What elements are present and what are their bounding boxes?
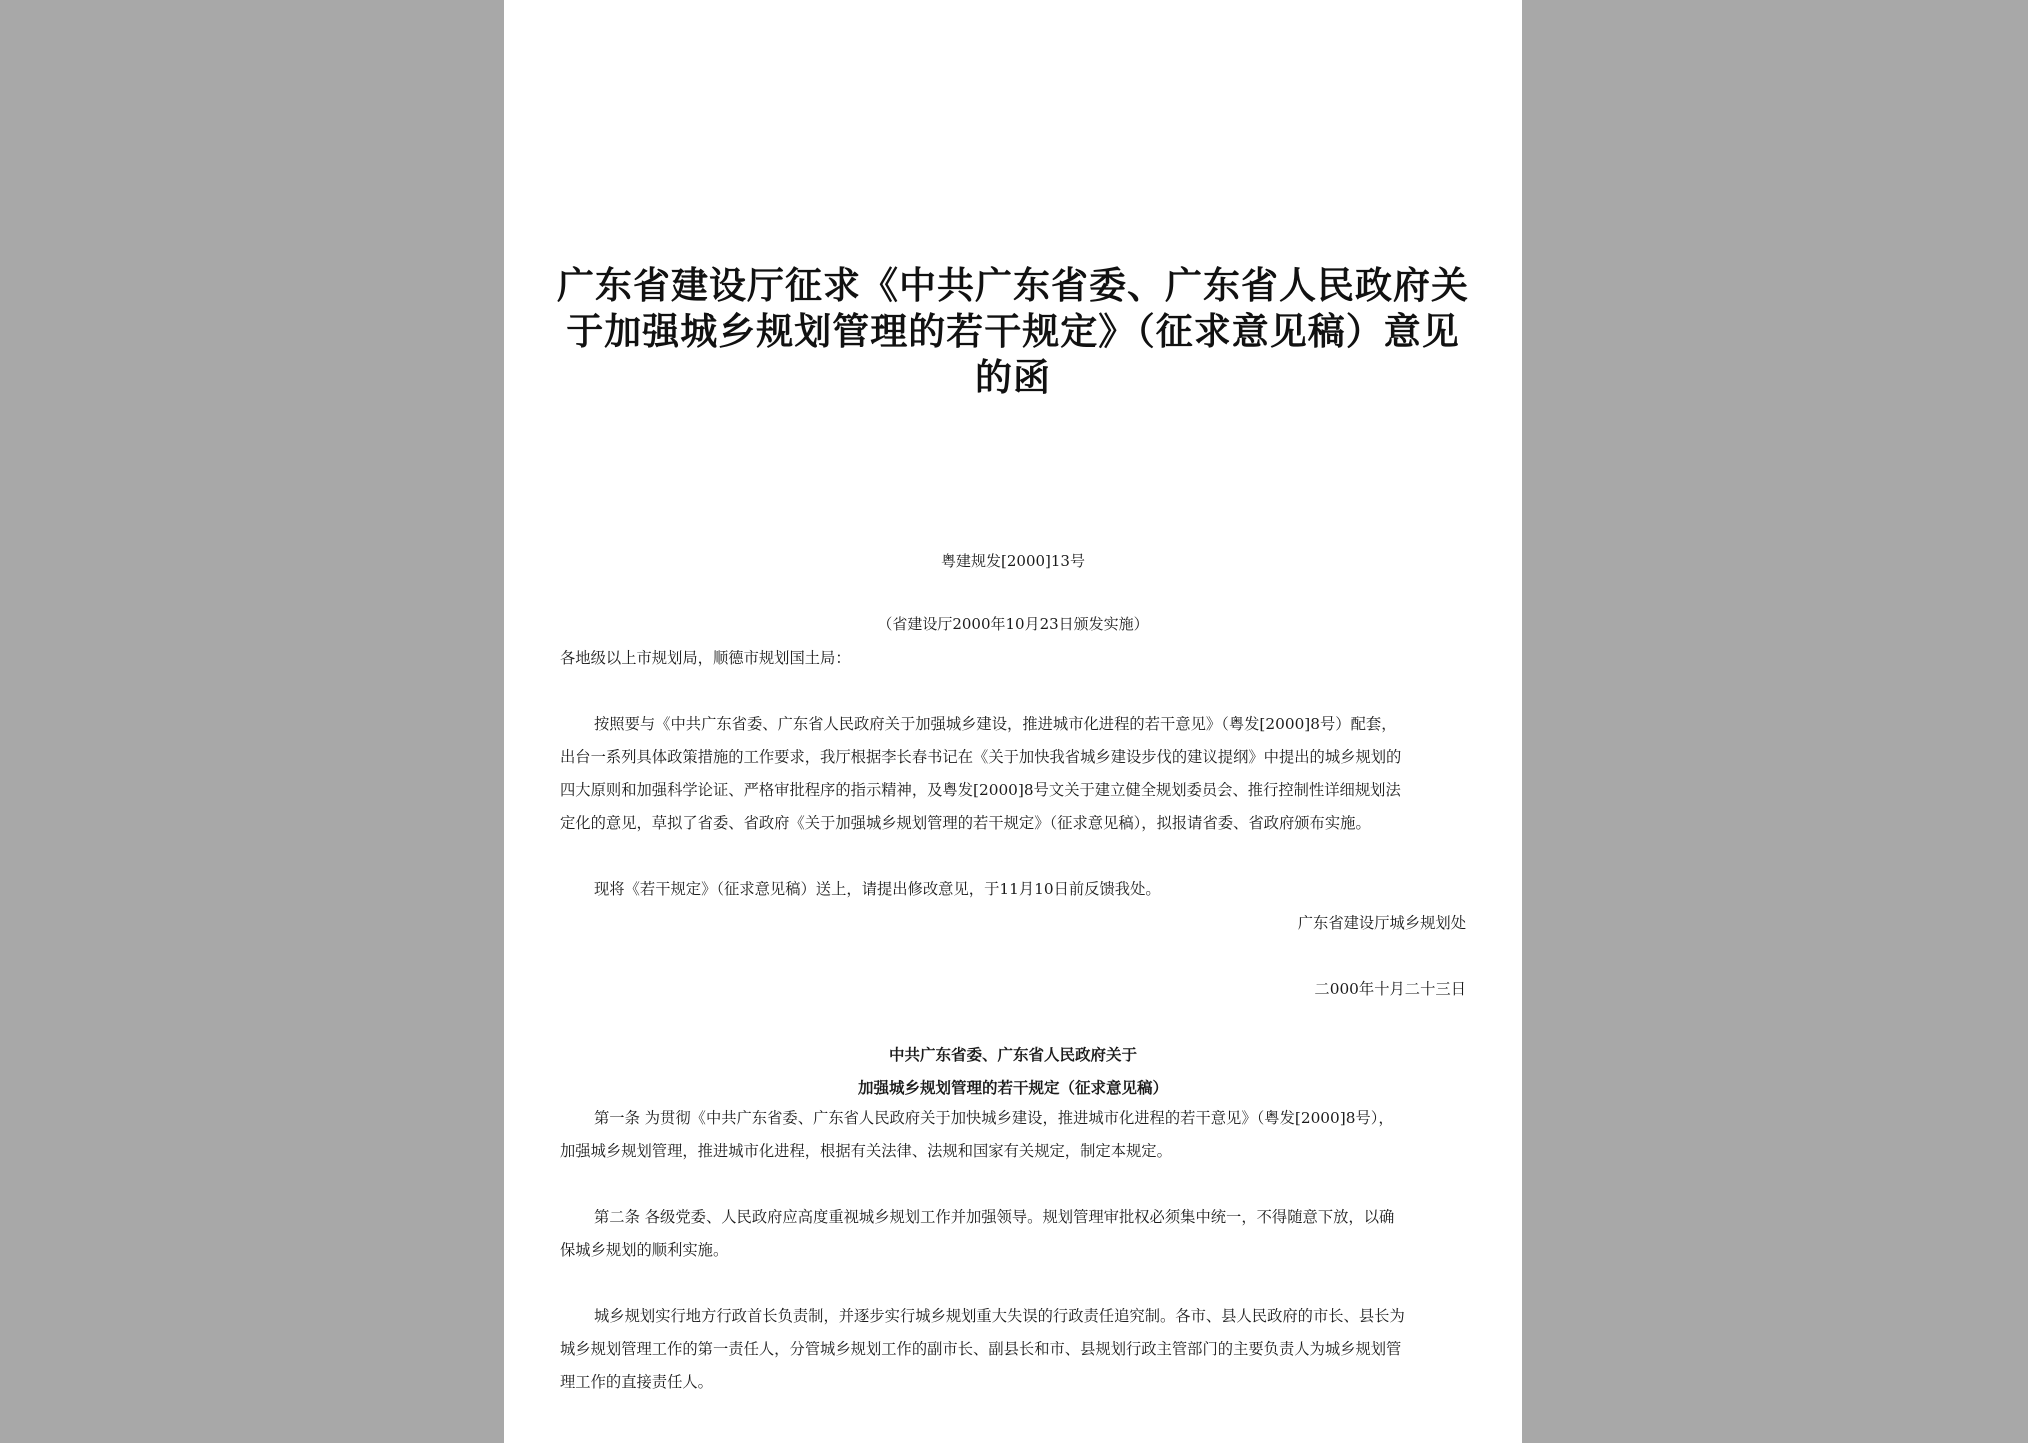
document-title: [544, 262, 1482, 400]
title-line: 于加强城乡规划管理的若干规定》（征求意见稿）意见: [566, 309, 1460, 353]
document-number: 粤建规发[2000]13号: [941, 552, 1085, 570]
date: 二000年十月二十三日: [1314, 980, 1466, 998]
subtitle-line: 加强城乡规划管理的若干规定（征求意见稿）: [857, 1078, 1168, 1097]
article-line: 加强城乡规划管理，推进城市化进程，根据有关法律、法规和国家有关规定，制定本规定。: [560, 1142, 1172, 1160]
article-line: 第二条 各级党委、人民政府应高度重视城乡规划工作并加强领导。规划管理审批权必须集中统一，不得随意下放，以确: [594, 1208, 1395, 1226]
article-line: 第一条 为贯彻《中共广东省委、广东省人民政府关于加快城乡建设，推进城市化进程的若干意见》（粤发[2000]8号），: [594, 1109, 1394, 1127]
article-line: 保城乡规划的顺利实施。: [560, 1241, 729, 1259]
title-line: 广东省建设厅征求《中共广东省委、广东省人民政府关: [557, 263, 1469, 307]
issue-note: （省建设厅2000年10月23日颁发实施）: [877, 615, 1149, 633]
paragraph-line: 定化的意见，草拟了省委、省政府《关于加强城乡规划管理的若干规定》（征求意见稿），拟报请省委、省政府颁布实施。: [560, 814, 1371, 832]
paragraph-line: 城乡规划实行地方行政首长负责制，并逐步实行城乡规划重大失误的行政责任追究制。各市、县人民政府的市长、县长为: [594, 1307, 1405, 1325]
signature: 广东省建设厅城乡规划处: [1297, 914, 1466, 932]
document-page: [504, 0, 1522, 1443]
paragraph-line: 按照要与《中共广东省委、广东省人民政府关于加强城乡建设，推进城市化进程的若干意见》（粤发[2000]8号）配套，: [594, 715, 1397, 733]
paragraph-line: 城乡规划管理工作的第一责任人，分管城乡规划工作的副市长、副县长和市、县规划行政主管部门的主要负责人为城乡规划管: [560, 1340, 1402, 1358]
subtitle-line: 中共广东省委、广东省人民政府关于: [888, 1045, 1137, 1064]
paragraph-line: 出台一系列具体政策措施的工作要求，我厅根据李长春书记在《关于加快我省城乡建设步伐的建议提纲》中提出的城乡规划的: [560, 748, 1402, 766]
addressee: 各地级以上市规划局，顺德市规划国土局：: [560, 649, 851, 667]
paragraph-line: 现将《若干规定》（征求意见稿）送上，请提出修改意见，于11月10日前反馈我处。: [594, 880, 1161, 898]
paragraph-line: 四大原则和加强科学论证、严格审批程序的指示精神，及粤发[2000]8号文关于建立健全规划委员会、推行控制性详细规划法: [560, 781, 1401, 799]
paragraph-line: 理工作的直接责任人。: [560, 1373, 713, 1391]
title-line: 的函: [975, 355, 1051, 399]
